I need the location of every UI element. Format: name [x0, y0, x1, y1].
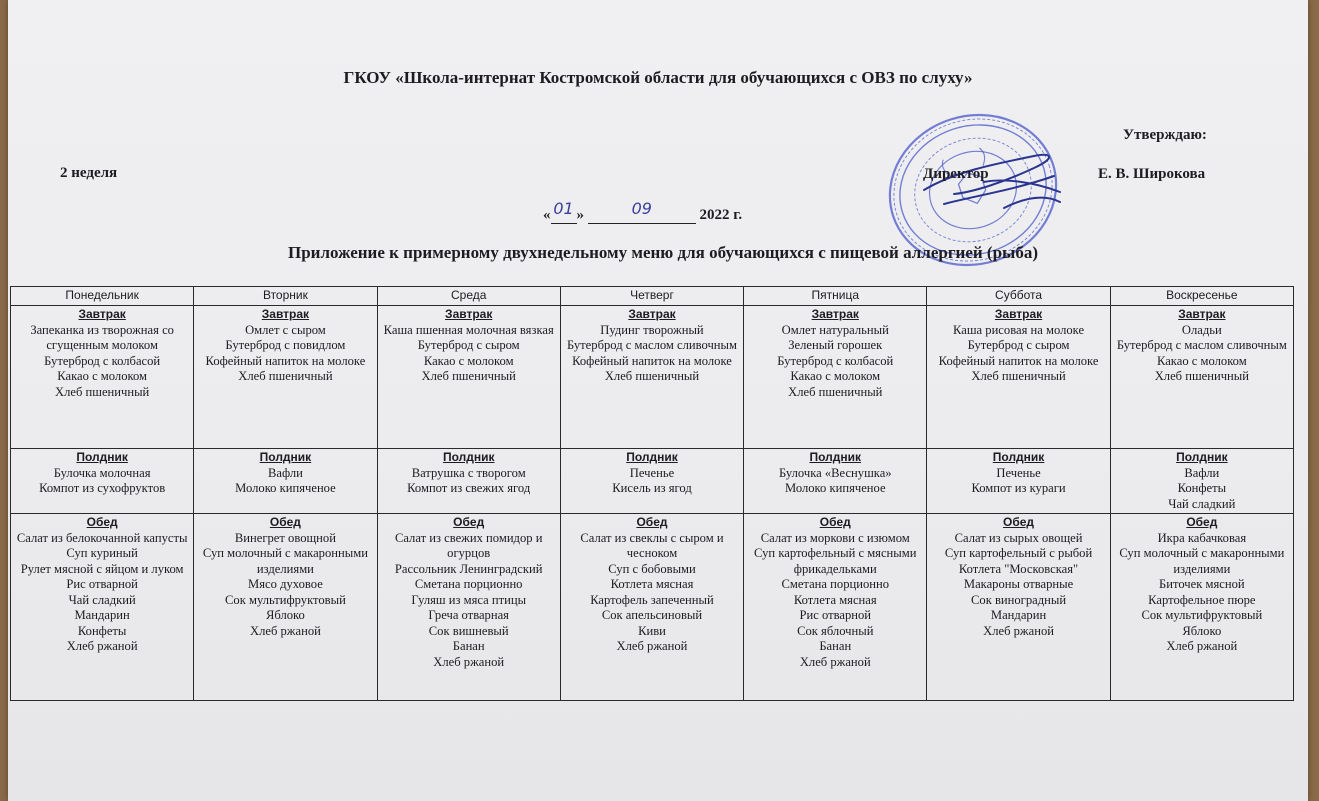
menu-cell [377, 449, 560, 514]
menu-cell [560, 449, 743, 514]
dish-item: Бутерброд с колбасой [777, 353, 894, 368]
dish-item: Суп куриный [66, 546, 138, 560]
dish-item: Котлета мясная [793, 592, 877, 607]
menu-cell [377, 306, 560, 449]
menu-cell [927, 514, 1110, 701]
meal-name: Завтрак [994, 307, 1043, 321]
dish-item: Сок апельсиновый [601, 608, 703, 622]
dish-item: Какао с молоком [1156, 353, 1247, 368]
day-header: Четверг [560, 287, 743, 306]
meal-name: Завтрак [628, 307, 676, 321]
menu-cell [194, 449, 377, 514]
dish-item: Картофель запеченный [590, 592, 714, 607]
dish-item: Запеканка из творожная со сгущенным молоком [30, 322, 174, 352]
menu-cell [11, 306, 194, 449]
dish-item: Бутерброд с повидлом [225, 338, 346, 352]
dish-item: Печенье [629, 465, 675, 480]
dish-item: Конфеты [77, 623, 127, 638]
dish-item: Зеленый горошек [788, 338, 883, 352]
document-sheet [8, 0, 1308, 801]
dish-item: Компот из свежих ягод [407, 481, 531, 495]
dish-item: Салат из свежих помидор и огурцов [394, 530, 543, 560]
dish-item: Хлеб пшеничный [1154, 369, 1249, 383]
dish-item: Хлеб пшеничный [604, 369, 700, 383]
dish-item: Сметана порционно [781, 577, 890, 591]
dish-item: Суп картофельный с рыбой [944, 546, 1093, 560]
meal-name: Полдник [76, 450, 128, 464]
meal-name: Обед [269, 515, 301, 529]
dish-item: Биточек мясной [1159, 577, 1245, 591]
day-header: Суббота [927, 287, 1110, 306]
dish-item: Рассольник Ленинградский [394, 561, 543, 576]
meal-name: Обед [86, 515, 118, 529]
dish-item: Хлеб пшеничный [421, 369, 516, 383]
date-quote-close: » [576, 207, 584, 223]
dish-item: Бутерброд с сыром [417, 338, 520, 352]
dish-item: Пудинг творожный [600, 322, 704, 337]
dish-item: Сок яблочный [797, 623, 874, 638]
menu-cell [194, 514, 377, 701]
dish-item: Ватрушка с творогом [411, 465, 526, 480]
meal-name: Обед [1186, 515, 1218, 529]
dish-item: Салат из сырых овощей [954, 530, 1083, 545]
day-header: Вторник [194, 287, 377, 306]
date-month: 09 [631, 199, 652, 218]
dish-item: Хлеб пшеничный [971, 369, 1066, 383]
meal-name: Завтрак [1178, 307, 1226, 321]
menu-table [10, 286, 1294, 701]
date-quote-open: « [543, 207, 551, 223]
meal-name: Завтрак [78, 307, 126, 321]
meal-name: Полдник [809, 450, 862, 464]
dish-item: Компот из кураги [971, 481, 1066, 495]
dish-item: Греча отварная [428, 608, 509, 622]
menu-cell [927, 449, 1110, 514]
dish-item: Бутерброд с колбасой [44, 353, 161, 368]
dish-item: Сок мультифруктовый [225, 592, 346, 607]
dish-item: Компот из сухофруктов [39, 481, 166, 495]
menu-cell [927, 306, 1110, 449]
dish-item: Хлеб ржаной [616, 639, 688, 653]
menu-cell [744, 306, 927, 449]
menu-cell [744, 514, 927, 701]
day-header: Среда [377, 287, 560, 306]
dish-item: Мандарин [74, 608, 130, 622]
meal-name: Полдник [626, 450, 678, 464]
meal-name: Обед [1003, 515, 1035, 529]
dish-item: Какао с молоком [57, 369, 147, 383]
dish-item: Кисель из ягод [612, 481, 692, 495]
approval-label: Утверждаю: [1123, 127, 1207, 143]
dish-item: Суп молочный с макаронными изделиями [202, 546, 368, 576]
meal-name: Полдник [992, 450, 1045, 464]
meal-row [11, 514, 1294, 701]
dish-item: Винегрет овощной [234, 530, 336, 545]
dish-item: Оладьи [1181, 322, 1222, 337]
dish-item: Хлеб ржаной [983, 623, 1054, 638]
document-title: Приложение к примерному двухнедельному меню для обучающихся с пищевой аллергией (рыба) [288, 243, 1038, 262]
dish-item: Сметана порционно [414, 577, 523, 591]
meal-name: Полдник [259, 450, 312, 464]
meal-name: Обед [453, 515, 485, 529]
dish-item: Яблоко [265, 608, 305, 622]
dish-item: Киви [638, 623, 666, 638]
dish-item: Хлеб пшеничный [788, 384, 883, 399]
dish-item: Молоко кипяченое [784, 481, 886, 495]
dish-item: Хлеб ржаной [1166, 639, 1238, 653]
dish-item: Рис отварной [66, 577, 138, 591]
dish-item: Рис отварной [799, 608, 872, 622]
menu-cell [744, 449, 927, 514]
menu-cell [11, 449, 194, 514]
date-day: 01 [553, 199, 574, 218]
dish-item: Банан [819, 639, 852, 653]
school-title: ГКОУ «Школа-интернат Костромской области для обучающихся с ОВЗ по слуху» [343, 68, 973, 87]
dish-item: Кофейный напиток на молоке [938, 353, 1099, 368]
menu-cell [194, 306, 377, 449]
dish-item: Бутерброд с маслом сливочным [566, 338, 737, 352]
dish-item: Молоко кипяченое [235, 481, 336, 495]
dish-item: Конфеты [1177, 481, 1227, 495]
meal-name: Обед [819, 515, 851, 529]
dish-item: Банан [452, 639, 485, 653]
meal-name: Завтрак [261, 307, 310, 321]
dish-item: Каша пшенная молочная вязкая [383, 322, 554, 337]
dish-item: Гуляш из мяса птицы [411, 592, 527, 607]
menu-cell [1110, 514, 1293, 701]
meal-row [11, 449, 1294, 514]
director-title: Директор [923, 166, 989, 182]
dish-item: Омлет с сыром [245, 322, 326, 337]
dish-item: Яблоко [1182, 623, 1222, 638]
dish-item: Кофейный напиток на молоке [572, 353, 732, 368]
dish-item: Омлет натуральный [781, 322, 889, 337]
dish-item: Котлета "Московская" [958, 561, 1079, 576]
dish-item: Кофейный напиток на молоке [205, 353, 366, 368]
dish-item: Салат из белокочанной капусты [16, 530, 188, 545]
menu-cell [560, 306, 743, 449]
dish-item: Хлеб пшеничный [238, 369, 333, 383]
dish-item: Сок виноградный [971, 592, 1067, 607]
week-label: 2 неделя [60, 165, 118, 181]
dish-item: Вафли [1184, 465, 1220, 480]
menu-cell [1110, 449, 1293, 514]
meal-name: Полдник [442, 450, 495, 464]
dish-item: Булочка «Веснушка» [778, 465, 892, 480]
meal-name: Полдник [1176, 450, 1228, 464]
dish-item: Хлеб ржаной [799, 654, 871, 669]
dish-item: Рулет мясной с яйцом и луком [20, 561, 184, 576]
dish-item: Бутерброд с сыром [967, 338, 1070, 352]
dish-item: Суп с бобовыми [608, 561, 696, 576]
day-header: Понедельник [11, 287, 194, 306]
dish-item: Вафли [267, 465, 303, 480]
dish-item: Сок вишневый [428, 623, 509, 638]
dish-item: Икра кабачковая [1157, 530, 1247, 545]
dish-item: Хлеб ржаной [249, 623, 321, 638]
dish-item: Суп картофельный с мясными фрикадельками [754, 546, 917, 576]
meal-name: Обед [636, 515, 668, 529]
dish-item: Картофельное пюре [1148, 592, 1256, 607]
menu-cell [11, 514, 194, 701]
date-year: 2022 г. [699, 207, 743, 223]
dish-item: Какао с молоком [423, 353, 514, 368]
dish-item: Хлеб ржаной [66, 639, 138, 653]
dish-item: Салат из моркови с изюмом [760, 530, 910, 545]
dish-item: Суп молочный с макаронными изделиями [1119, 546, 1285, 576]
dish-item: Салат из свеклы с сыром и чесноком [580, 530, 724, 560]
dish-item: Бутерброд с маслом сливочным [1116, 338, 1287, 352]
dish-item: Чай сладкий [1168, 496, 1236, 511]
menu-cell [377, 514, 560, 701]
menu-cell [1110, 306, 1293, 449]
meal-name: Завтрак [811, 307, 859, 321]
meal-name: Завтрак [445, 307, 493, 321]
dish-item: Макароны отварные [963, 577, 1074, 591]
dish-item: Какао с молоком [790, 369, 881, 383]
dish-item: Сок мультифруктовый [1141, 608, 1263, 622]
day-header: Пятница [744, 287, 927, 306]
dish-item: Мясо духовое [248, 577, 323, 591]
dish-item: Котлета мясная [610, 577, 694, 591]
dish-item: Булочка молочная [53, 465, 151, 480]
dish-item: Печенье [996, 465, 1041, 480]
dish-item: Хлеб пшеничный [54, 384, 150, 399]
dish-item: Мандарин [990, 608, 1047, 622]
director-name: Е. В. Широкова [1098, 166, 1206, 182]
dish-item: Чай сладкий [68, 592, 136, 607]
days-header-row [11, 287, 1294, 306]
menu-cell [560, 514, 743, 701]
approval-date [543, 199, 743, 224]
dish-item: Каша рисовая на молоке [953, 322, 1085, 337]
dish-item: Хлеб ржаной [433, 654, 505, 669]
meal-row [11, 306, 1294, 449]
day-header: Воскресенье [1110, 287, 1293, 306]
